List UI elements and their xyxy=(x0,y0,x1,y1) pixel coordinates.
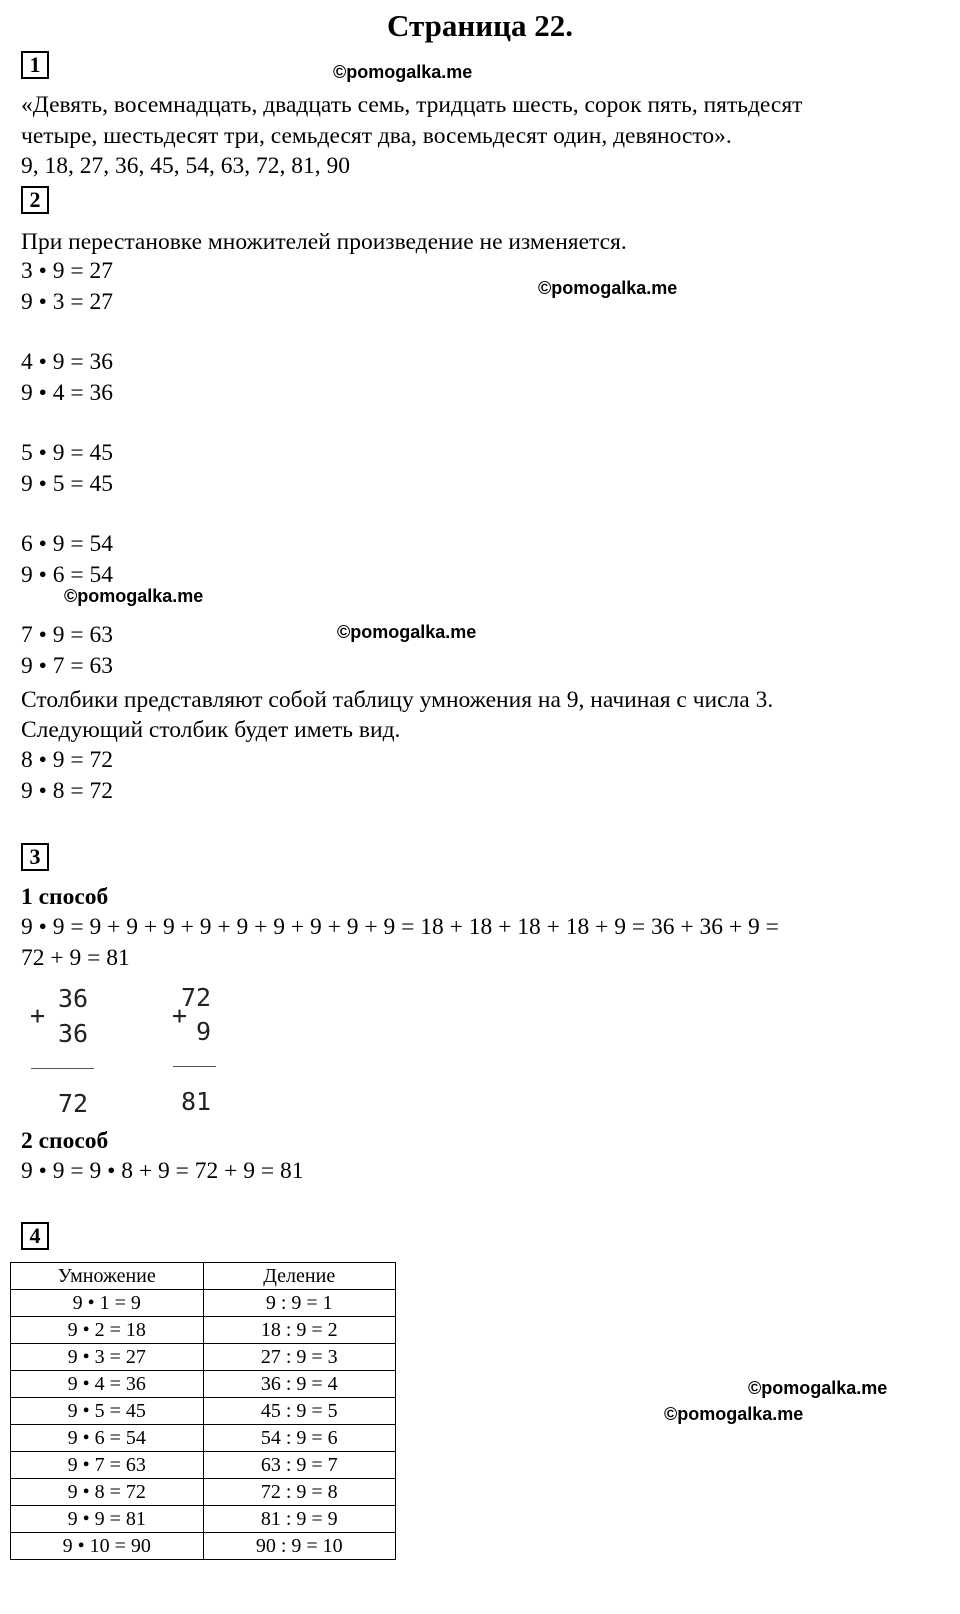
watermark: ©pomogalka.me xyxy=(748,1378,888,1398)
watermark: ©pomogalka.me xyxy=(64,586,204,606)
sum-result: 81 xyxy=(181,1087,212,1116)
watermark: ©pomogalka.me xyxy=(664,1404,804,1424)
equation: 9 • 4 = 36 xyxy=(21,380,113,406)
task-1-line-1: «Девять, восемнадцать, двадцать семь, тридцать шесть, сорок пять, пятьдесят xyxy=(21,92,803,118)
task-4-number: 4 xyxy=(21,1222,49,1250)
table-row xyxy=(11,1398,396,1425)
watermark: ©pomogalka.me xyxy=(337,622,477,642)
table-cell: 9 • 6 = 54 xyxy=(11,1425,204,1452)
table-row xyxy=(11,1290,396,1317)
table-cell: 27 : 9 = 3 xyxy=(203,1344,396,1371)
equation: 8 • 9 = 72 xyxy=(21,747,113,773)
table-row xyxy=(11,1533,396,1560)
table-cell: 18 : 9 = 2 xyxy=(203,1317,396,1344)
equation: 7 • 9 = 63 xyxy=(21,622,113,648)
page-title: Страница 22. xyxy=(387,8,573,43)
table-cell: 9 • 9 = 81 xyxy=(11,1506,204,1533)
table-row xyxy=(11,1452,396,1479)
table-row xyxy=(11,1371,396,1398)
equation: 9 • 8 = 72 xyxy=(21,778,113,804)
plus-sign: + xyxy=(30,1001,46,1030)
task-2-intro: При перестановке множителей произведение не изменяется. xyxy=(21,229,627,255)
table-cell: 9 • 2 = 18 xyxy=(11,1317,204,1344)
multiplication-division-table xyxy=(10,1262,396,1560)
table-cell: 81 : 9 = 9 xyxy=(203,1506,396,1533)
table-cell: 9 • 1 = 9 xyxy=(11,1290,204,1317)
table-cell: 9 • 10 = 90 xyxy=(11,1533,204,1560)
sum-result: 72 xyxy=(58,1089,89,1118)
table-header-division: Деление xyxy=(203,1263,396,1290)
table-cell: 45 : 9 = 5 xyxy=(203,1398,396,1425)
addend-bottom: 36 xyxy=(58,1019,89,1048)
table-row xyxy=(11,1479,396,1506)
method-2-line: 9 • 9 = 9 • 8 + 9 = 72 + 9 = 81 xyxy=(21,1158,304,1184)
sum-line xyxy=(31,1068,94,1069)
task-1-line-2: четыре, шестьдесят три, семьдесят два, восемьдесят один, девяносто». xyxy=(21,123,732,149)
table-cell: 36 : 9 = 4 xyxy=(203,1371,396,1398)
task-1-answer: 9, 18, 27, 36, 45, 54, 63, 72, 81, 90 xyxy=(21,153,350,179)
table-cell: 9 • 5 = 45 xyxy=(11,1398,204,1425)
equation: 9 • 3 = 27 xyxy=(21,289,113,315)
table-row xyxy=(11,1506,396,1533)
task-2-conclusion-1: Столбики представляют собой таблицу умножения на 9, начиная с числа 3. xyxy=(21,687,774,713)
method-1-line-2: 72 + 9 = 81 xyxy=(21,945,130,971)
task-3-number: 3 xyxy=(21,843,49,871)
plus-sign: + xyxy=(172,1001,188,1030)
table-header-multiplication: Умножение xyxy=(11,1263,204,1290)
table-cell: 54 : 9 = 6 xyxy=(203,1425,396,1452)
table-cell: 9 • 3 = 27 xyxy=(11,1344,204,1371)
table-row xyxy=(11,1317,396,1344)
method-1-label: 1 способ xyxy=(21,884,109,910)
watermark: ©pomogalka.me xyxy=(538,278,678,298)
equation: 4 • 9 = 36 xyxy=(21,349,113,375)
method-2-label: 2 способ xyxy=(21,1128,109,1154)
equation: 9 • 7 = 63 xyxy=(21,653,113,679)
task-1-number: 1 xyxy=(21,51,49,79)
watermark: ©pomogalka.me xyxy=(333,62,473,82)
task-2-conclusion-2: Следующий столбик будет иметь вид. xyxy=(21,717,401,743)
equation: 5 • 9 = 45 xyxy=(21,440,113,466)
table-row xyxy=(11,1425,396,1452)
table-cell: 9 • 7 = 63 xyxy=(11,1452,204,1479)
equation: 3 • 9 = 27 xyxy=(21,258,113,284)
addend-top: 36 xyxy=(58,984,89,1013)
equation: 9 • 6 = 54 xyxy=(21,562,113,588)
table-cell: 72 : 9 = 8 xyxy=(203,1479,396,1506)
table-cell: 9 • 4 = 36 xyxy=(11,1371,204,1398)
table-row xyxy=(11,1344,396,1371)
equation: 6 • 9 = 54 xyxy=(21,531,113,557)
table-cell: 9 : 9 = 1 xyxy=(203,1290,396,1317)
table-cell: 90 : 9 = 10 xyxy=(203,1533,396,1560)
method-1-line-1: 9 • 9 = 9 + 9 + 9 + 9 + 9 + 9 + 9 + 9 + 9 = 18 + 18 + 18 + 18 + 9 = 36 + 36 + 9 = xyxy=(21,914,779,940)
addend-top: 72 xyxy=(181,983,212,1012)
task-2-number: 2 xyxy=(21,186,49,214)
addend-bottom: 9 xyxy=(196,1017,212,1046)
equation: 9 • 5 = 45 xyxy=(21,471,113,497)
sum-line xyxy=(173,1066,216,1067)
table-cell: 9 • 8 = 72 xyxy=(11,1479,204,1506)
table-cell: 63 : 9 = 7 xyxy=(203,1452,396,1479)
